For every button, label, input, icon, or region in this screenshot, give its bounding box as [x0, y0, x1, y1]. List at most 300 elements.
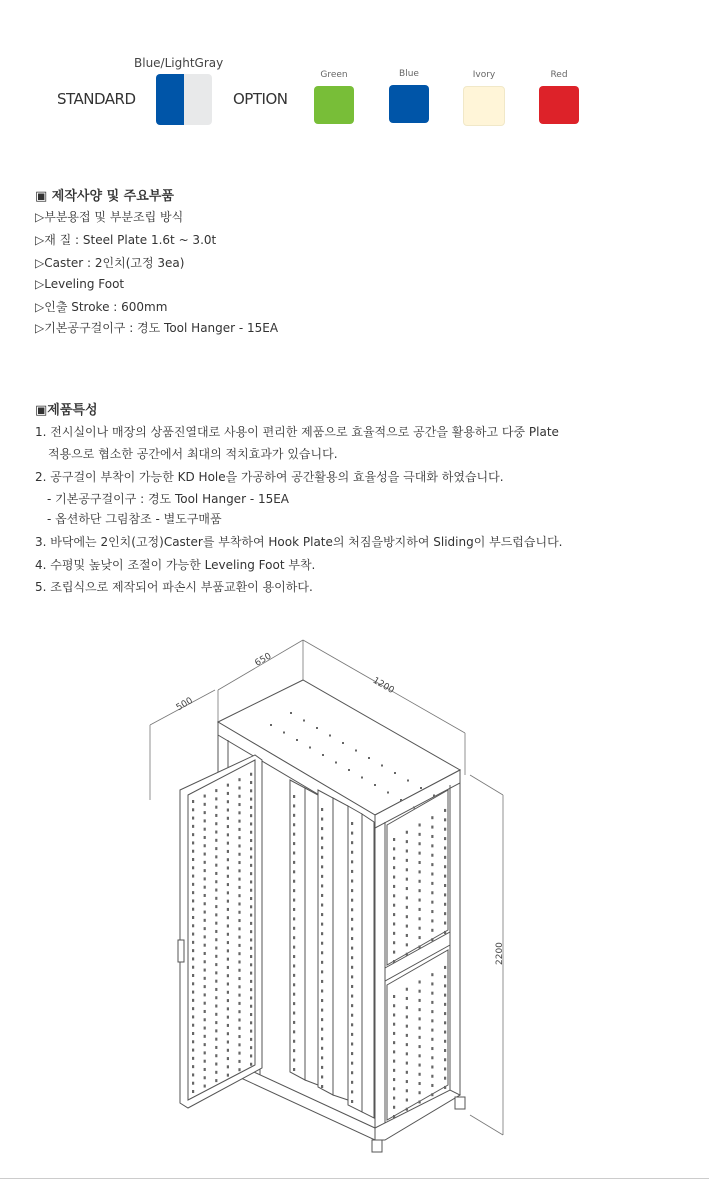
hole	[227, 983, 229, 986]
hole	[238, 778, 240, 781]
hole	[393, 1106, 395, 1109]
hole	[444, 865, 446, 868]
hole	[250, 1046, 252, 1049]
hole	[444, 922, 446, 925]
hole	[431, 901, 433, 904]
hole	[393, 857, 395, 860]
hole	[238, 1018, 240, 1021]
hole	[293, 804, 295, 807]
hole	[238, 828, 240, 831]
hole	[419, 1091, 421, 1094]
hole	[351, 860, 353, 863]
hole	[238, 1010, 240, 1013]
dim-stroke-label: 500	[174, 695, 195, 714]
hole	[293, 1049, 295, 1052]
hole	[238, 985, 240, 988]
hole	[227, 974, 229, 977]
hole	[192, 1032, 194, 1035]
hole	[419, 1027, 421, 1030]
hole	[215, 938, 217, 941]
hole	[293, 993, 295, 996]
hole	[393, 876, 395, 879]
hole	[431, 854, 433, 857]
hole	[227, 1016, 229, 1019]
hole	[431, 1047, 433, 1050]
hole	[192, 825, 194, 828]
hole	[227, 999, 229, 1002]
hole	[419, 1073, 421, 1076]
hole	[192, 916, 194, 919]
hole	[215, 806, 217, 809]
hole	[238, 861, 240, 864]
hole	[419, 999, 421, 1002]
hole	[406, 906, 408, 909]
hole	[204, 1051, 206, 1054]
hole	[227, 1024, 229, 1027]
hole	[192, 974, 194, 977]
hole	[204, 819, 206, 822]
hole	[406, 988, 408, 991]
hole	[204, 1010, 206, 1013]
hole	[204, 1043, 206, 1046]
hole	[250, 938, 252, 941]
hole	[215, 988, 217, 991]
hole	[250, 839, 252, 842]
hole	[204, 927, 206, 930]
roof-hole	[433, 795, 435, 797]
hole	[406, 1099, 408, 1102]
hole	[238, 811, 240, 814]
hole	[393, 904, 395, 907]
hole	[192, 933, 194, 936]
hole	[204, 1060, 206, 1063]
option-swatch	[463, 86, 505, 126]
hole	[419, 880, 421, 883]
hole	[215, 930, 217, 933]
hole	[321, 923, 323, 926]
hole	[204, 844, 206, 847]
hole	[444, 1031, 446, 1034]
hole	[293, 1068, 295, 1071]
hole	[351, 899, 353, 902]
hole	[431, 1066, 433, 1069]
hole	[419, 899, 421, 902]
hole	[444, 1086, 446, 1089]
hole	[215, 1046, 217, 1049]
hole	[192, 1007, 194, 1010]
hole	[204, 969, 206, 972]
hole	[192, 866, 194, 869]
hole	[204, 960, 206, 963]
roof-hole	[329, 735, 331, 737]
hole	[444, 1058, 446, 1061]
hole	[444, 1049, 446, 1052]
hole	[393, 1050, 395, 1053]
hole	[406, 850, 408, 853]
hole	[293, 889, 295, 892]
hole	[321, 1009, 323, 1012]
hole	[419, 1064, 421, 1067]
hole	[419, 1054, 421, 1057]
hole	[250, 856, 252, 859]
hole	[444, 984, 446, 987]
hole	[250, 996, 252, 999]
hole	[444, 1077, 446, 1080]
hole	[321, 1037, 323, 1040]
hole	[444, 1067, 446, 1070]
hole	[419, 1082, 421, 1085]
hole	[192, 908, 194, 911]
hole	[321, 808, 323, 811]
hole	[204, 977, 206, 980]
hole	[215, 1013, 217, 1016]
hole	[419, 936, 421, 939]
hole	[215, 814, 217, 817]
hole	[204, 1027, 206, 1030]
hole	[215, 872, 217, 875]
hole	[431, 835, 433, 838]
hole	[321, 999, 323, 1002]
hole	[227, 1049, 229, 1052]
hole	[215, 1071, 217, 1074]
hole	[204, 944, 206, 947]
hole	[431, 919, 433, 922]
hole	[227, 809, 229, 812]
hole	[293, 1002, 295, 1005]
hole	[204, 869, 206, 872]
hole	[204, 935, 206, 938]
hole	[215, 1054, 217, 1057]
hole	[406, 1080, 408, 1083]
hole	[192, 841, 194, 844]
hole	[250, 930, 252, 933]
hole	[321, 846, 323, 849]
hole	[431, 1084, 433, 1087]
hole	[393, 885, 395, 888]
hole	[227, 966, 229, 969]
spec-line: ▷재 질 : Steel Plate 1.6t ~ 3.0t	[35, 233, 217, 247]
hole	[351, 1062, 353, 1065]
hole	[393, 951, 395, 954]
hole	[293, 880, 295, 883]
hole	[215, 889, 217, 892]
hole	[321, 827, 323, 830]
hole	[293, 795, 295, 798]
hole	[393, 1004, 395, 1007]
hole	[431, 1075, 433, 1078]
hole	[293, 1040, 295, 1043]
hole	[250, 773, 252, 776]
hole	[192, 941, 194, 944]
hole	[227, 784, 229, 787]
hole	[444, 931, 446, 934]
hole	[321, 1085, 323, 1088]
roof-hole	[368, 757, 370, 759]
hole	[227, 991, 229, 994]
hole	[204, 1035, 206, 1038]
hole	[215, 963, 217, 966]
hole	[250, 847, 252, 850]
hole	[293, 842, 295, 845]
roof-hole	[335, 762, 337, 764]
dim-height-label: 2200	[495, 942, 505, 965]
hole	[351, 1081, 353, 1084]
hole	[238, 1068, 240, 1071]
hole	[293, 955, 295, 958]
spec-title: ▣ 제작사양 및 주요부품	[35, 189, 174, 204]
hole	[293, 899, 295, 902]
hole	[444, 994, 446, 997]
hole	[192, 1065, 194, 1068]
hole	[204, 952, 206, 955]
hole	[238, 994, 240, 997]
hole	[192, 858, 194, 861]
hole	[250, 798, 252, 801]
hole	[215, 913, 217, 916]
hole	[444, 1012, 446, 1015]
hole	[419, 1008, 421, 1011]
hole	[431, 891, 433, 894]
hole	[215, 905, 217, 908]
spec-line: ▷Leveling Foot	[35, 277, 125, 291]
hole	[238, 1002, 240, 1005]
hole	[431, 863, 433, 866]
spec-line: ▷Caster : 2인치(고정 3ea)	[35, 256, 185, 270]
hole	[227, 1032, 229, 1035]
spec-line: ▷부분용접 및 부분조립 방식	[35, 210, 184, 224]
hole	[419, 1017, 421, 1020]
hole	[215, 839, 217, 842]
hole	[406, 925, 408, 928]
hole	[444, 837, 446, 840]
hole	[393, 1115, 395, 1118]
hole	[204, 828, 206, 831]
hole	[351, 1052, 353, 1055]
hole	[204, 886, 206, 889]
hole	[293, 1059, 295, 1062]
hole	[406, 1089, 408, 1092]
roof-hole	[374, 784, 376, 786]
hole	[293, 833, 295, 836]
hole	[351, 908, 353, 911]
feature-line: 적용으로 협소한 공간에서 최대의 적치효과가 있습니다.	[48, 447, 338, 461]
dim-depth-label: 650	[253, 651, 274, 669]
roof-hole	[387, 792, 389, 794]
hole	[238, 844, 240, 847]
hole	[238, 1035, 240, 1038]
hole	[250, 922, 252, 925]
hole	[431, 1093, 433, 1096]
front-pullout-plate	[178, 755, 262, 1108]
hole	[227, 1041, 229, 1044]
hole	[192, 1040, 194, 1043]
roof-hole	[413, 807, 415, 809]
cabinet-drawing	[0, 620, 709, 1175]
spec-line: ▷인출 Stroke : 600mm	[35, 300, 168, 314]
hole	[215, 1005, 217, 1008]
hole	[227, 1007, 229, 1010]
hole	[419, 1100, 421, 1103]
hole	[351, 889, 353, 892]
hole	[293, 946, 295, 949]
hole	[321, 989, 323, 992]
hole	[204, 877, 206, 880]
hole	[250, 872, 252, 875]
hole	[406, 896, 408, 899]
sliding-plates	[290, 780, 374, 1118]
hole	[227, 842, 229, 845]
hole	[351, 1014, 353, 1017]
feature-line: 3. 바닥에는 2인치(고정)Caster를 부착하여 Hook Plate의 처짐을방지하여 Sliding이 부드럽습니다.	[35, 535, 563, 549]
hole	[431, 826, 433, 829]
hole	[444, 828, 446, 831]
hole	[321, 1028, 323, 1031]
hole	[431, 992, 433, 995]
hole	[192, 875, 194, 878]
hole	[238, 952, 240, 955]
hole	[406, 878, 408, 881]
hole	[419, 1036, 421, 1039]
hole	[204, 911, 206, 914]
hole	[250, 955, 252, 958]
hole	[238, 936, 240, 939]
hole	[406, 934, 408, 937]
hole	[393, 894, 395, 897]
hole	[419, 990, 421, 993]
option-caption: Ivory	[472, 70, 496, 80]
hole	[293, 851, 295, 854]
standard-label: STANDARD	[57, 90, 136, 108]
hole	[393, 838, 395, 841]
feature-line: 5. 조립식으로 제작되어 파손시 부품교환이 용이하다.	[35, 580, 313, 594]
hole	[238, 977, 240, 980]
hole	[204, 836, 206, 839]
hole	[419, 917, 421, 920]
hole	[250, 1013, 252, 1016]
hole	[393, 995, 395, 998]
roof-hole	[270, 724, 272, 726]
hole	[250, 897, 252, 900]
hole	[351, 937, 353, 940]
hole	[192, 891, 194, 894]
roof-hole	[394, 772, 396, 774]
hole	[227, 1057, 229, 1060]
hole	[204, 811, 206, 814]
hole	[204, 853, 206, 856]
option-green	[304, 70, 364, 124]
hole	[444, 1003, 446, 1006]
hole	[351, 1100, 353, 1103]
hole	[393, 922, 395, 925]
hole	[192, 957, 194, 960]
hole	[215, 789, 217, 792]
hole	[250, 988, 252, 991]
hole	[321, 875, 323, 878]
hole	[293, 927, 295, 930]
roof-hole	[420, 787, 422, 789]
hole	[431, 973, 433, 976]
hole	[406, 1034, 408, 1037]
hole	[321, 980, 323, 983]
hole	[227, 858, 229, 861]
hole	[321, 837, 323, 840]
hole	[431, 1019, 433, 1022]
hole	[250, 1021, 252, 1024]
hole	[238, 960, 240, 963]
hole	[215, 1021, 217, 1024]
hole	[393, 932, 395, 935]
hole	[419, 870, 421, 873]
feature-line: 4. 수평및 높낮이 조절이 가능한 Leveling Foot 부착.	[35, 558, 316, 572]
hole	[227, 883, 229, 886]
hole	[406, 915, 408, 918]
hole	[393, 1041, 395, 1044]
hole	[431, 929, 433, 932]
hole	[393, 960, 395, 963]
hole	[215, 1038, 217, 1041]
roof-hole	[322, 754, 324, 756]
hole	[321, 904, 323, 907]
hole	[250, 806, 252, 809]
hole	[444, 975, 446, 978]
hole	[351, 1090, 353, 1093]
hole	[215, 922, 217, 925]
feature-line: - 옵션하단 그림참조 - 별도구매품	[47, 512, 222, 526]
hole	[321, 1056, 323, 1059]
hole	[238, 1043, 240, 1046]
hole	[215, 847, 217, 850]
hole	[204, 902, 206, 905]
hole	[321, 894, 323, 897]
hole	[238, 803, 240, 806]
hole	[238, 1027, 240, 1030]
hole	[293, 964, 295, 967]
hole	[406, 997, 408, 1000]
hole	[351, 1042, 353, 1045]
hole	[419, 833, 421, 836]
hole	[227, 891, 229, 894]
hole	[393, 1097, 395, 1100]
hole	[215, 864, 217, 867]
spec-line: ▷기본공구걸이구 : 경도 Tool Hanger - 15EA	[35, 321, 279, 335]
hole	[321, 1066, 323, 1069]
hole	[406, 1108, 408, 1111]
hole	[238, 869, 240, 872]
hole	[419, 927, 421, 930]
hole	[444, 1040, 446, 1043]
hole	[293, 814, 295, 817]
hole	[204, 919, 206, 922]
option-red	[529, 70, 589, 124]
hole	[393, 1060, 395, 1063]
hole	[444, 846, 446, 849]
hole	[215, 980, 217, 983]
hole	[406, 831, 408, 834]
hole	[192, 833, 194, 836]
hole	[351, 880, 353, 883]
standard-color-swatch	[156, 74, 212, 125]
hole	[293, 974, 295, 977]
hole	[406, 1043, 408, 1046]
hole	[431, 982, 433, 985]
hole	[227, 949, 229, 952]
hole	[238, 919, 240, 922]
hole	[351, 927, 353, 930]
hole	[351, 1023, 353, 1026]
hole	[238, 911, 240, 914]
hole	[351, 985, 353, 988]
hole	[293, 983, 295, 986]
